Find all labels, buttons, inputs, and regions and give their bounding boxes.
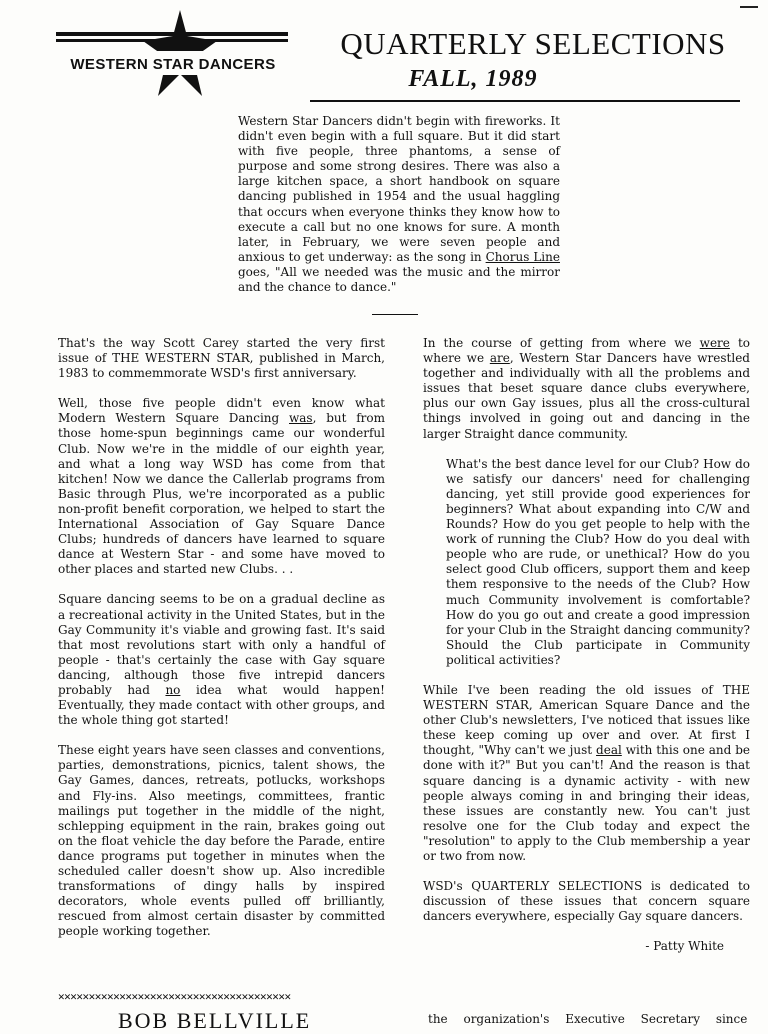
star-icon <box>52 8 292 98</box>
paragraph: WSD's QUARTERLY SELECTIONS is dedicated to discussion of these issues that concern square dancers everywhere, especially Gay square dancers. <box>423 879 750 924</box>
next-heading: BOB BELLVILLE <box>118 1008 312 1033</box>
continued-text-line: the organization's Executive Secretary since <box>428 1012 748 1026</box>
section-rule <box>372 314 418 315</box>
questions-paragraph: What's the best dance level for our Club? How do we satisfy our dancers' need for challenging dancing, yet still provide good experiences for beginners? What about expanding into C/W and Rounds? How do you get people to help with the work of running the Club? How do you deal with people who are rude, or unethical? How do you select good Club officers, support them and keep them responsive to the needs of the Club? How much Community involvement is comfortable? How do you go out and create a good impression for your Club in the Straight dancing community? Should the Club participate in Community political activities? <box>446 456 750 667</box>
newsletter-title: QUARTERLY SELECTIONS <box>340 26 726 61</box>
paragraph: That's the way Scott Carey started the very first issue of THE WESTERN STAR, published in March, 1983 to commemmorate WSD's first anniversary. <box>58 336 385 381</box>
chorus-line-title: Chorus Line <box>485 249 560 264</box>
paragraph: Well, those five people didn't even know what Modern Western Square Dancing was, but from those home-spun beginnings came our wonderful Club. Now we're in the middle of our eighth year, and what a long way WSD has come from that kitchen! Now we dance the Callerlab programs from Basic through Plus, we're incorporated as a public non-profit benefit corporation, we helped to start the International Association of Gay Square Dance Clubs; hundreds of dancers have learned to square dance at Western Star - and some have moved to other places and started new Clubs. . . <box>58 396 385 577</box>
paragraph: While I've been reading the old issues of THE WESTERN STAR, American Square Dance and the other Club's newsletters, I've noticed that issues like these keep coming up over and over. At first I thought, "Why can't we just deal with this one and be done with it?" But you can't! And the reason is that square dancing is a dynamic activity - with new people always coming in and bringing their ideas, these issues are constantly new. You can't just resolve one for the Club today and expect the "resolution" to apply to the Club membership a year or two from now. <box>423 682 751 863</box>
signature: - Patty White <box>645 939 724 954</box>
ornamental-divider: ✕✕✕✕✕✕✕✕✕✕✕✕✕✕✕✕✕✕✕✕✕✕✕✕✕✕✕✕✕✕✕✕✕✕✕✕✕✕ <box>58 990 291 1003</box>
paragraph: These eight years have seen classes and conventions, parties, demonstrations, picnics, talent shows, the Gay Games, dances, retreats, potlucks, workshops and Fly-ins. Also meetings, committees, frantic mailings put together in the middle of the night, schlepping equipment in the rain, brakes going out on the float vehicle the day before the Parade, entire dance programs put together in minutes when the scheduled caller doesn't show up. Also incredible transformations of dingy halls by inspired decorators, whole events pulled off brilliantly, rescued from almost certain disaster by committed people working together. <box>58 743 385 939</box>
header-rule <box>310 100 740 102</box>
western-star-dancers-logo <box>52 8 292 98</box>
issue-date: FALL, 1989 <box>408 66 538 92</box>
intro-paragraph: Western Star Dancers didn't begin with fireworks. It didn't even begin with a full square. But it did start with five people, three phantoms, a sense of purpose and some strong desires. There was also a large kitchen space, a short handbook on square dancing published in 1954 and the usual haggling that occurs when everyone thinks they know how to execute a call but no one knows for sure. A month later, in February, we were seven people and anxious to get underway: as the song in Chorus Line goes, "All we needed was the music and the mirror and the chance to dance." <box>238 114 560 295</box>
corner-mark <box>740 6 758 8</box>
logo-text: WESTERN STAR DANCERS <box>70 56 276 73</box>
paragraph: Square dancing seems to be on a gradual decline as a recreational activity in the United States, but in the Gay Community it's viable and growing fast. It's said that most revolutions start with only a handful of people - that's certainly the case with Gay square dancing, although those five intrepid dancers probably had no idea what would happen! Eventually, they made contact with other groups, and the whole thing got started! <box>58 592 385 728</box>
paragraph: In the course of getting from where we were to where we are, Western Star Dancers have wrestled together and individually with all the problems and issues that beset square dance clubs everywhere, plus our own Gay issues, plus all the cross-cultural things involved in going out and dancing in the larger Straight dance community. <box>423 336 750 441</box>
right-column <box>423 336 750 969</box>
left-column <box>58 336 385 954</box>
